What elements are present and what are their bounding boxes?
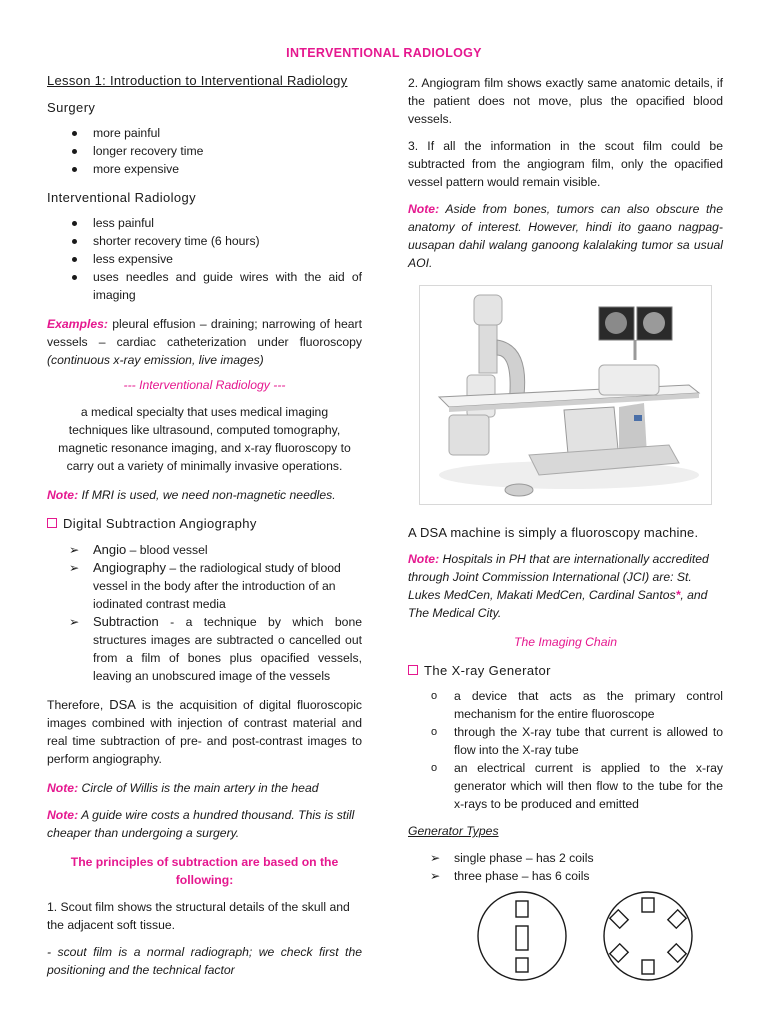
ir-banner: --- Interventional Radiology --- (123, 378, 286, 392)
note-text: Hospitals in PH that are internationally accredited through Joint Commission International (JCI) are: St. Lukes MedCen, Makati MedCen, Cardinal Santos (408, 552, 709, 602)
term: Subtraction (93, 614, 159, 629)
generator-types-heading: Generator Types (408, 824, 499, 838)
list-item (408, 849, 723, 867)
right-column (408, 72, 723, 272)
list-item: more expensive (47, 160, 362, 178)
surgery-list (47, 124, 362, 178)
list-item: uses needles and guide wires with the aid of imaging (47, 268, 362, 304)
arrowhead-icon: ➢ (69, 543, 80, 557)
xray-generator-heading (408, 662, 723, 680)
term-definition: – blood vessel (126, 543, 208, 557)
generator-coil-diagrams (470, 888, 720, 988)
arrowhead-icon: ➢ (430, 869, 441, 883)
circle-bullet-icon: o (431, 762, 438, 774)
examples-italic: (continuous x-ray emission, live images) (47, 353, 264, 367)
xray-heading-text: The X-ray Generator (424, 663, 551, 678)
note-tumor (408, 200, 723, 272)
item-text: three phase – has 6 coils (454, 869, 590, 883)
arrowhead-icon: ➢ (69, 561, 80, 575)
list-item: less painful (47, 214, 362, 232)
term: Angiography (93, 560, 166, 575)
note-text: Circle of Willis is the main artery in the head (78, 781, 319, 795)
list-item: shorter recovery time (6 hours) (47, 232, 362, 250)
dsa-caption: A DSA machine is simply a fluoroscopy machine. (408, 525, 699, 540)
dsa-heading (47, 515, 362, 533)
ir-definition: a medical specialty that uses medical imaging techniques like ultrasound, computed tomography, magnetic resonance imaging, and x-ray fluoroscopy to carry out a variety of minimally invasive operations. (58, 405, 351, 473)
text: is the acquisition of digital fluoroscopic images combined with injection of contrast material and real time subtraction of pre- and post-contrast images to perform angiography. (47, 698, 362, 766)
dsa-definition (47, 696, 362, 768)
item-text: a device that acts as the primary control mechanism for the entire fluoroscope (454, 689, 723, 721)
note-willis (47, 779, 362, 797)
document-title: INTERVENTIONAL RADIOLOGY (286, 46, 482, 60)
note-label: Note: (408, 202, 440, 216)
note-text: If MRI is used, we need non-magnetic needles. (78, 488, 336, 502)
term: Angio (93, 542, 127, 557)
note-label: Note: (47, 488, 79, 502)
circle-bullet-icon: o (431, 690, 438, 702)
ir-heading: Interventional Radiology (47, 190, 197, 205)
examples-text: pleural effusion – draining; narrowing of heart vessels – cardiac catheterization under fluoroscopy (47, 317, 362, 349)
list-item (408, 723, 723, 759)
note-hospitals (408, 550, 723, 622)
dsa-term: DSA (109, 697, 136, 712)
circle-bullet-icon: o (431, 726, 438, 738)
note-text: Aside from bones, tumors can also obscure the anatomy of interest. However, hindi ito gaano nagpag-uusapan dahil walang ganoong kalalaking tumor sa usual AOI. (408, 202, 723, 270)
principle-1: 1. Scout film shows the structural details of the skull and the adjacent soft tissue. (47, 900, 350, 932)
list-item (47, 613, 362, 685)
principle-2: 2. Angiogram film shows exactly same anatomic details, if the patient does not move, plus the opacified blood vessels. (408, 76, 723, 126)
term-definition: - a technique by which bone structures images are subtracted o cancelled out from a film of bones plus opacified vessels, leaving an unobscured image of the vessels (93, 615, 362, 683)
lesson-title: Lesson 1: Introduction to Interventional Radiology (47, 73, 348, 88)
list-item (408, 687, 723, 723)
right-column-lower (408, 524, 723, 885)
arrowhead-icon: ➢ (69, 615, 80, 629)
note-label: Note: (408, 552, 440, 566)
imaging-chain-heading: The Imaging Chain (514, 635, 617, 649)
generator-types-list (408, 849, 723, 885)
note-mri (47, 486, 362, 504)
checkbox-icon (408, 665, 418, 675)
note-label: Note: (47, 808, 79, 822)
list-item (408, 867, 723, 885)
asterisk: * (675, 588, 681, 602)
list-item (408, 759, 723, 813)
dsa-heading-text: Digital Subtraction Angiography (63, 516, 257, 531)
examples-label: Examples: (47, 317, 108, 331)
principle-3: 3. If all the information in the scout film could be subtracted from the angiogram film, only the opacified vessel pattern would remain visible. (408, 139, 723, 189)
item-text: an electrical current is applied to the x-ray generator which will then flow to the tube for the x-rays to be produced and emitted (454, 761, 723, 811)
three-phase-coil-diagram (604, 892, 692, 980)
principles-heading: The principles of subtraction are based on the following: (70, 855, 339, 887)
dsa-machine-image (419, 285, 712, 505)
item-text: single phase – has 2 coils (454, 851, 594, 865)
list-item: longer recovery time (47, 142, 362, 160)
item-text: through the X-ray tube that current is allowed to flow into the X-ray tube (454, 725, 723, 757)
note-label: Note: (47, 781, 79, 795)
xray-list (408, 687, 723, 813)
checkbox-icon (47, 518, 57, 528)
arrowhead-icon: ➢ (430, 851, 441, 865)
single-phase-coil-diagram (478, 892, 566, 980)
note-text: , and The Medical City. (408, 588, 708, 620)
term-definition: – the radiological study of blood vessel in the body after the introduction of an iodinated contrast media (93, 561, 341, 611)
list-item (47, 559, 362, 613)
surgery-heading: Surgery (47, 100, 96, 115)
examples-paragraph (47, 315, 362, 369)
list-item: less expensive (47, 250, 362, 268)
note-text: A guide wire costs a hundred thousand. This is still cheaper than undergoing a surgery. (47, 808, 355, 840)
dsa-terms-list (47, 541, 362, 685)
list-item: more painful (47, 124, 362, 142)
note-guidewire (47, 806, 362, 842)
text: Therefore, (47, 698, 110, 712)
list-item (47, 541, 362, 559)
left-column (47, 72, 362, 979)
principle-1-note: - scout film is a normal radiograph; we check first the positioning and the technical factor (47, 945, 362, 977)
ir-list (47, 214, 362, 304)
